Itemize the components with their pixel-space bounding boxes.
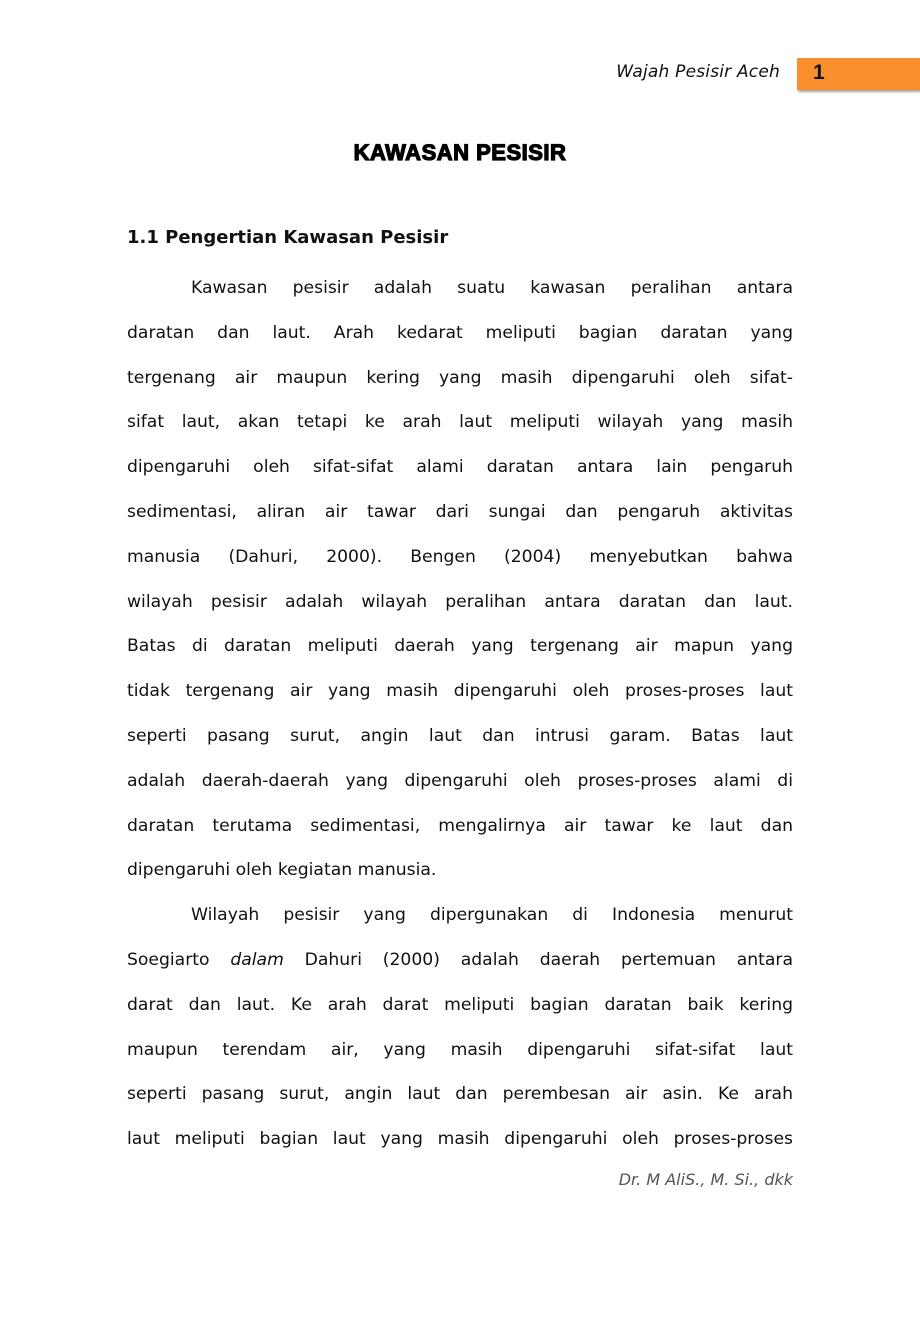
text-line: manusia (Dahuri, 2000). Bengen (2004) menyebutkan bahwa <box>127 546 793 567</box>
book-title-header: Wajah Pesisir Aceh <box>616 62 780 82</box>
text-line: maupun terendam air, yang masih dipengaruhi sifat-sifat laut <box>127 1039 793 1060</box>
text-line: seperti pasang surut, angin laut dan intrusi garam. Batas laut <box>127 725 793 746</box>
text-line: darat dan laut. Ke arah darat meliputi bagian daratan baik kering <box>127 994 793 1015</box>
text-line: Batas di daratan meliputi daerah yang tergenang air mapun yang <box>127 636 793 657</box>
text-line: daratan terutama sedimentasi, mengalirnya air tawar ke laut dan <box>127 815 793 836</box>
text-line: tergenang air maupun kering yang masih dipengaruhi oleh sifat- <box>127 367 793 388</box>
page-number: 1 <box>813 61 825 84</box>
footer-author: Dr. M AliS., M. Si., dkk <box>618 1170 793 1189</box>
text-segment: Dahuri (2000) adalah daerah pertemuan antara <box>283 949 793 970</box>
text-line: Kawasan pesisir adalah suatu kawasan peralihan antara <box>191 278 793 298</box>
text-line: dipengaruhi oleh sifat-sifat alami daratan antara lain pengaruh <box>127 457 793 478</box>
text-line: seperti pasang surut, angin laut dan perembesan air asin. Ke arah <box>127 1084 793 1105</box>
body-text <box>127 266 793 1162</box>
text-line: daratan dan laut. Arah kedarat meliputi bagian daratan yang <box>127 322 793 343</box>
text-segment: Soegiarto <box>127 949 231 970</box>
section-heading: 1.1 Pengertian Kawasan Pesisir <box>127 227 449 248</box>
text-line: laut meliputi bagian laut yang masih dipengaruhi oleh proses-proses <box>127 1129 793 1150</box>
italic-word: dalam <box>230 949 284 970</box>
chapter-title: KAWASAN PESISIR <box>353 140 567 165</box>
text-line: sifat laut, akan tetapi ke arah laut meliputi wilayah yang masih <box>127 412 793 433</box>
text-line: Wilayah pesisir yang dipergunakan di Indonesia menurut <box>191 905 793 926</box>
page-number-badge <box>797 58 920 90</box>
text-line-with-italic <box>127 938 793 983</box>
text-line: dipengaruhi oleh kegiatan manusia. <box>127 860 437 881</box>
text-line: wilayah pesisir adalah wilayah peralihan antara daratan dan laut. <box>127 591 793 612</box>
paragraph-1 <box>127 266 793 893</box>
text-line: adalah daerah-daerah yang dipengaruhi oleh proses-proses alami di <box>127 770 793 791</box>
text-line: tidak tergenang air yang masih dipengaruhi oleh proses-proses laut <box>127 681 793 702</box>
paragraph-2 <box>127 893 793 1162</box>
text-line: sedimentasi, aliran air tawar dari sungai dan pengaruh aktivitas <box>127 501 793 522</box>
